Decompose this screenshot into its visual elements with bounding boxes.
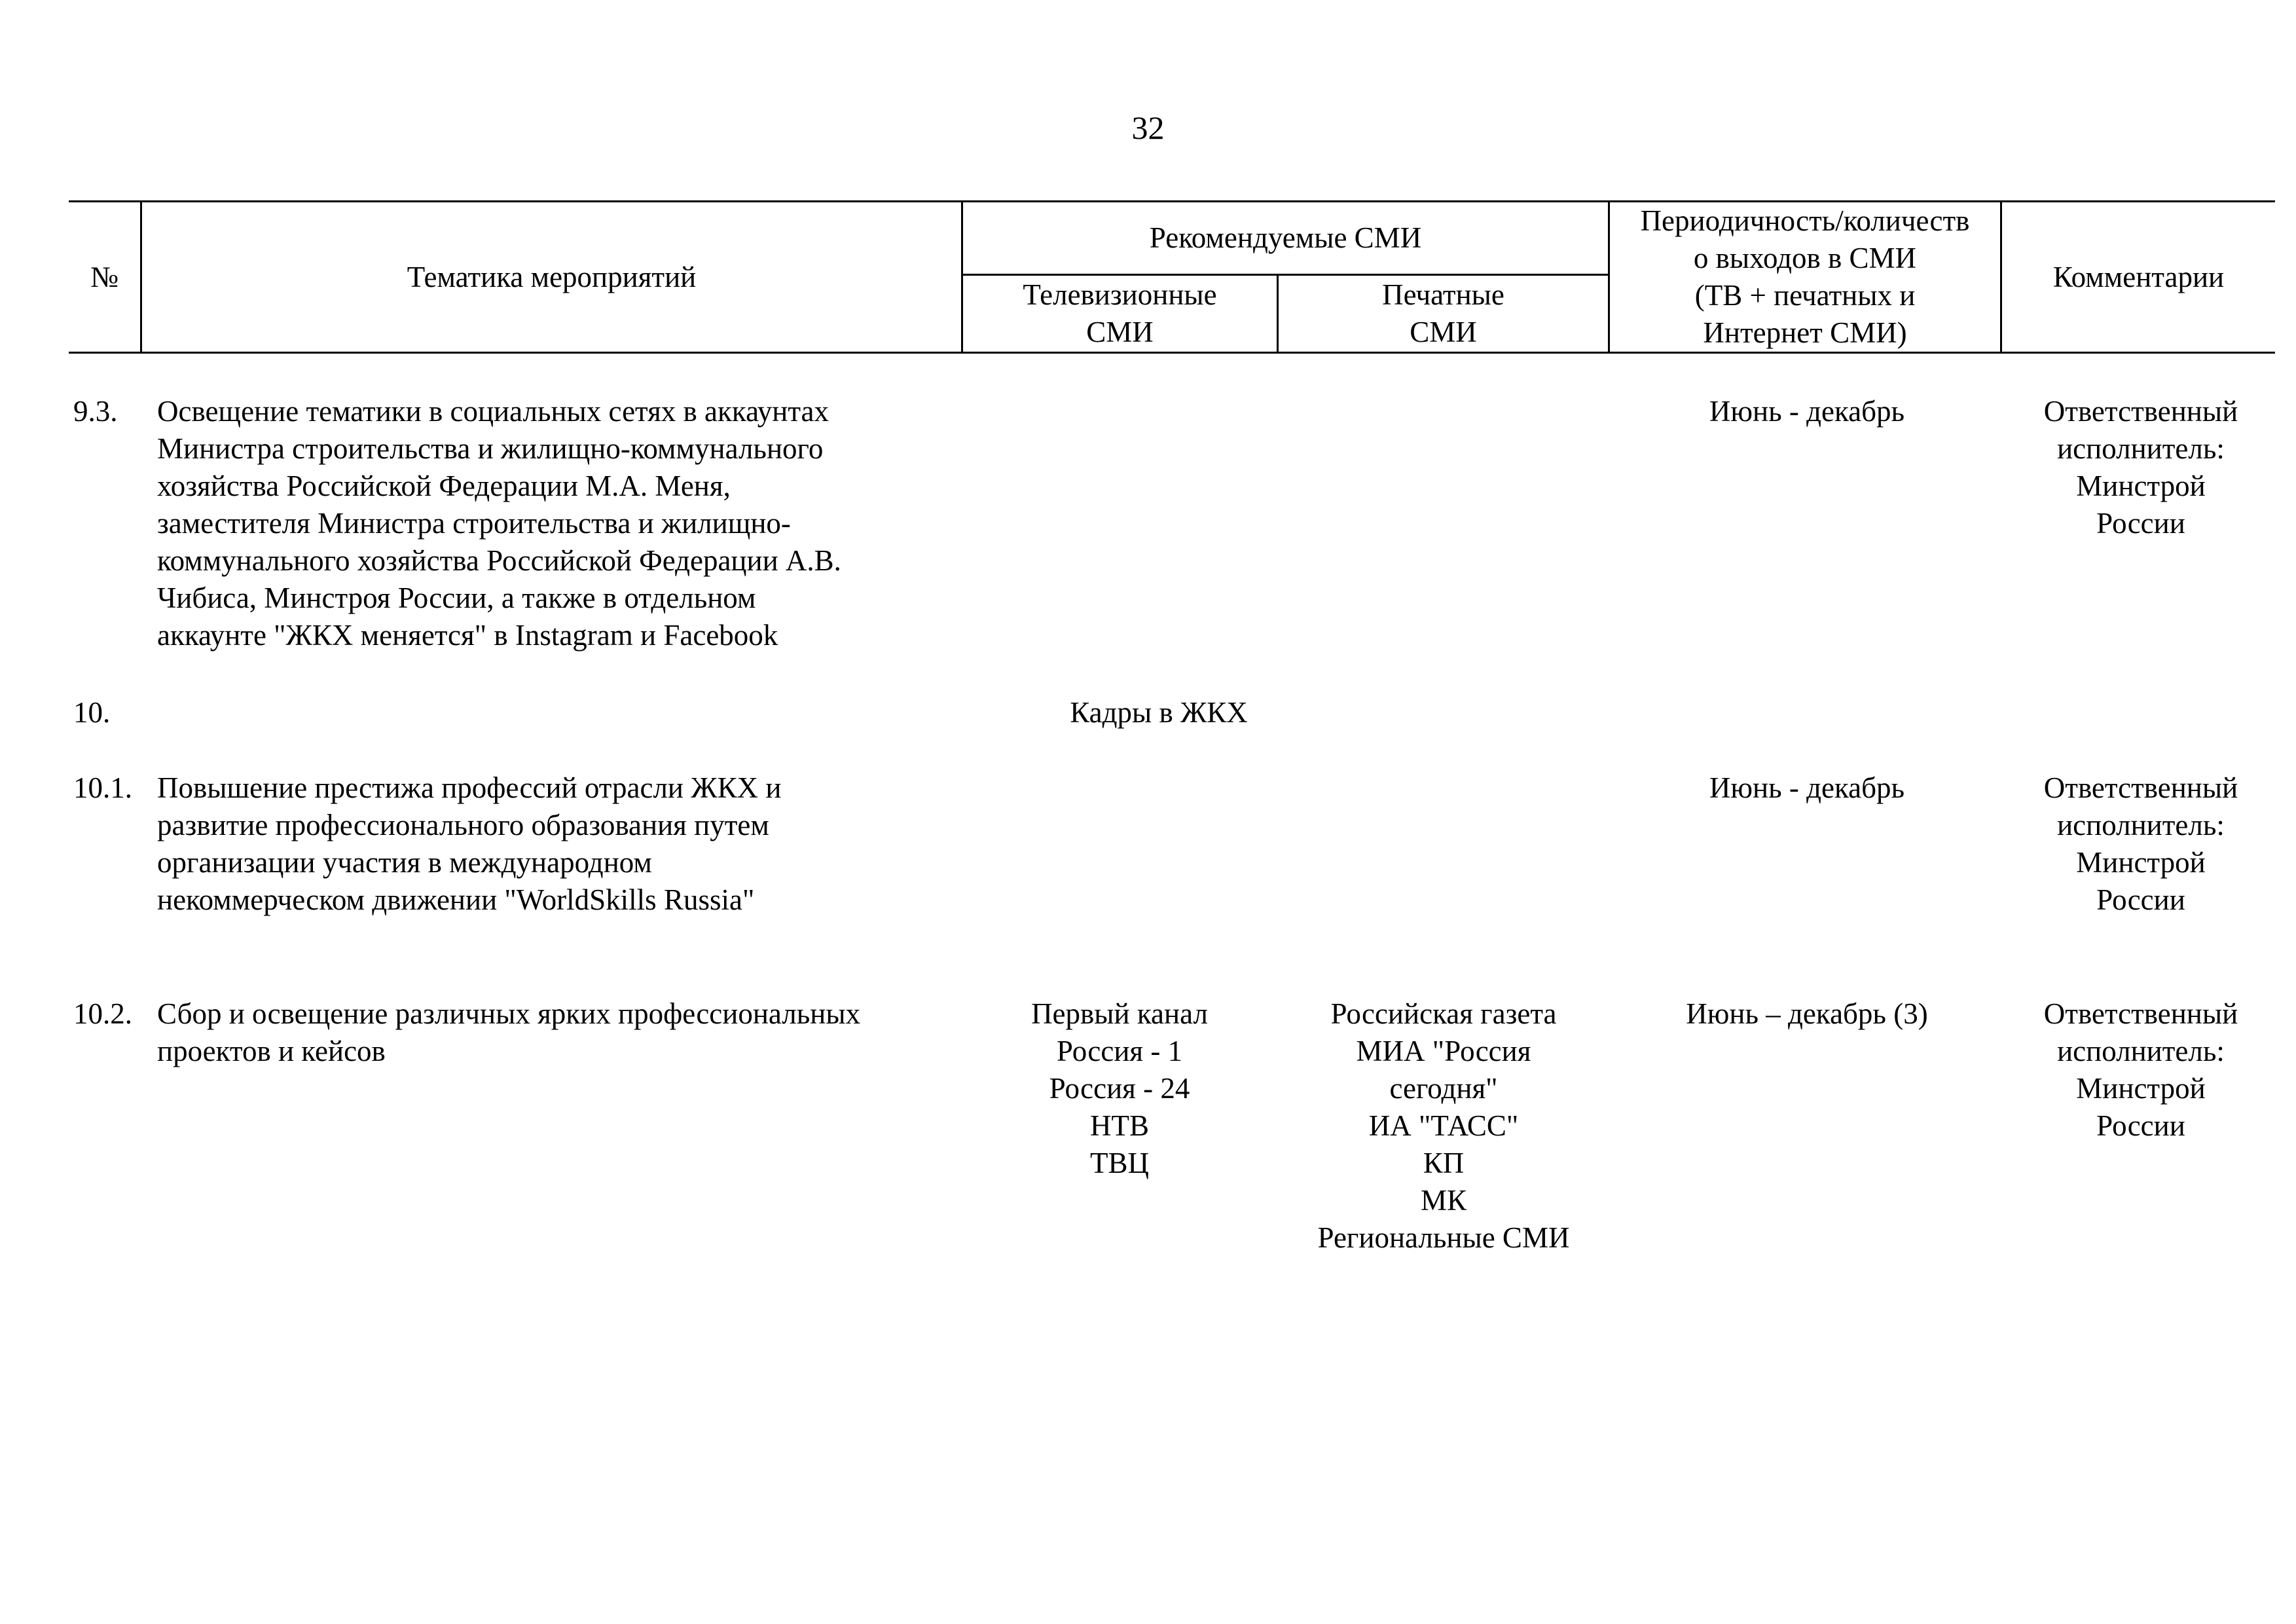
row-comment	[2003, 769, 2278, 919]
comment-line: Ответственный	[2043, 997, 2238, 1030]
print-media-item: Региональные СМИ	[1317, 1221, 1570, 1254]
row-topic	[157, 995, 975, 1070]
comment-line: исполнитель:	[2057, 432, 2225, 465]
row-comment	[2003, 995, 2278, 1145]
header-comment-label: Комментарии	[2052, 260, 2225, 293]
row-period: Июнь – декабрь (3)	[1686, 997, 1928, 1030]
topic-line: Повышение престижа профессий отрасли ЖКХ и	[157, 771, 782, 804]
header-tv-line: Телевизионные	[1023, 278, 1217, 311]
page-number: 32	[1131, 109, 1165, 146]
comment-line: Ответственный	[2043, 395, 2238, 428]
comment-line: России	[2096, 883, 2185, 916]
row-period: Июнь - декабрь	[1709, 771, 1905, 804]
comment-line: Минстрой	[2076, 846, 2206, 879]
topic-line: проектов и кейсов	[157, 1035, 386, 1067]
topic-line: заместителя Министра строительства и жилищно-	[157, 507, 791, 540]
header-period	[1610, 202, 2000, 352]
header-period-line: Периодичность/количеств	[1640, 204, 1970, 237]
topic-line: Сбор и освещение различных ярких профессиональных	[157, 997, 861, 1030]
topic-line: хозяйства Российской Федерации М.А. Меня,	[157, 470, 731, 502]
row-tv-media	[962, 995, 1277, 1182]
section-number: 10.	[73, 696, 111, 729]
comment-line: исполнитель:	[2057, 809, 2225, 841]
section-title: Кадры в ЖКХ	[1070, 696, 1248, 729]
tv-media-item: ТВЦ	[1090, 1147, 1149, 1179]
print-media-item: Российская газета	[1330, 997, 1557, 1030]
header-bottom-rule	[69, 352, 2275, 354]
header-media-group	[963, 202, 1608, 274]
comment-line: Ответственный	[2043, 771, 2238, 804]
header-tv	[963, 276, 1277, 352]
row-comment	[2003, 393, 2278, 542]
row-number: 9.3.	[73, 395, 118, 428]
comment-line: Минстрой	[2076, 470, 2206, 502]
row-period: Июнь - декабрь	[1709, 395, 1905, 428]
header-period-line: (ТВ + печатных и	[1694, 279, 1916, 312]
row-topic	[157, 393, 975, 654]
header-topic-label: Тематика мероприятий	[407, 260, 697, 293]
row-number: 10.1.	[73, 771, 132, 804]
header-number	[69, 202, 140, 352]
print-media-item: сегодня"	[1389, 1072, 1498, 1105]
tv-media-item: Россия - 24	[1049, 1072, 1190, 1105]
tv-media-item: НТВ	[1090, 1109, 1149, 1142]
comment-line: России	[2096, 1109, 2185, 1142]
topic-line: некоммерческом движении "WorldSkills Russia"	[157, 883, 755, 916]
topic-line: Чибиса, Минстроя России, а также в отдельном	[157, 581, 756, 614]
header-period-line: Интернет СМИ)	[1703, 316, 1907, 349]
header-number-label: №	[90, 260, 118, 293]
header-topic	[142, 202, 961, 352]
header-period-line: о выходов в СМИ	[1693, 242, 1917, 274]
topic-line: Министра строительства и жилищно-коммунального	[157, 432, 824, 465]
print-media-item: ИА "ТАСС"	[1368, 1109, 1519, 1142]
header-print-line: Печатные	[1382, 278, 1504, 311]
print-media-item: МИА "Россия	[1356, 1035, 1531, 1067]
tv-media-item: Первый канал	[1031, 997, 1208, 1030]
print-media-item: МК	[1420, 1184, 1467, 1217]
header-tv-line: СМИ	[1086, 316, 1154, 348]
row-print-media	[1280, 995, 1607, 1257]
print-media-item: КП	[1423, 1147, 1465, 1179]
header-print-line: СМИ	[1410, 316, 1477, 348]
tv-media-item: Россия - 1	[1056, 1035, 1183, 1067]
topic-line: Освещение тематики в социальных сетях в аккаунтах	[157, 395, 829, 428]
row-topic	[157, 769, 975, 919]
topic-line: организации участия в международном	[157, 846, 652, 879]
comment-line: Минстрой	[2076, 1072, 2206, 1105]
header-print	[1279, 276, 1608, 352]
topic-line: развитие профессионального образования путем	[157, 809, 769, 841]
comment-line: исполнитель:	[2057, 1035, 2225, 1067]
header-comment	[2002, 202, 2275, 352]
row-number: 10.2.	[73, 997, 132, 1030]
comment-line: России	[2096, 507, 2185, 540]
topic-line: коммунального хозяйства Российской Федерации А.В.	[157, 544, 841, 577]
header-media-group-label: Рекомендуемые СМИ	[1149, 221, 1422, 254]
topic-line: аккаунте "ЖКХ меняется" в Instagram и Facebook	[157, 619, 778, 652]
